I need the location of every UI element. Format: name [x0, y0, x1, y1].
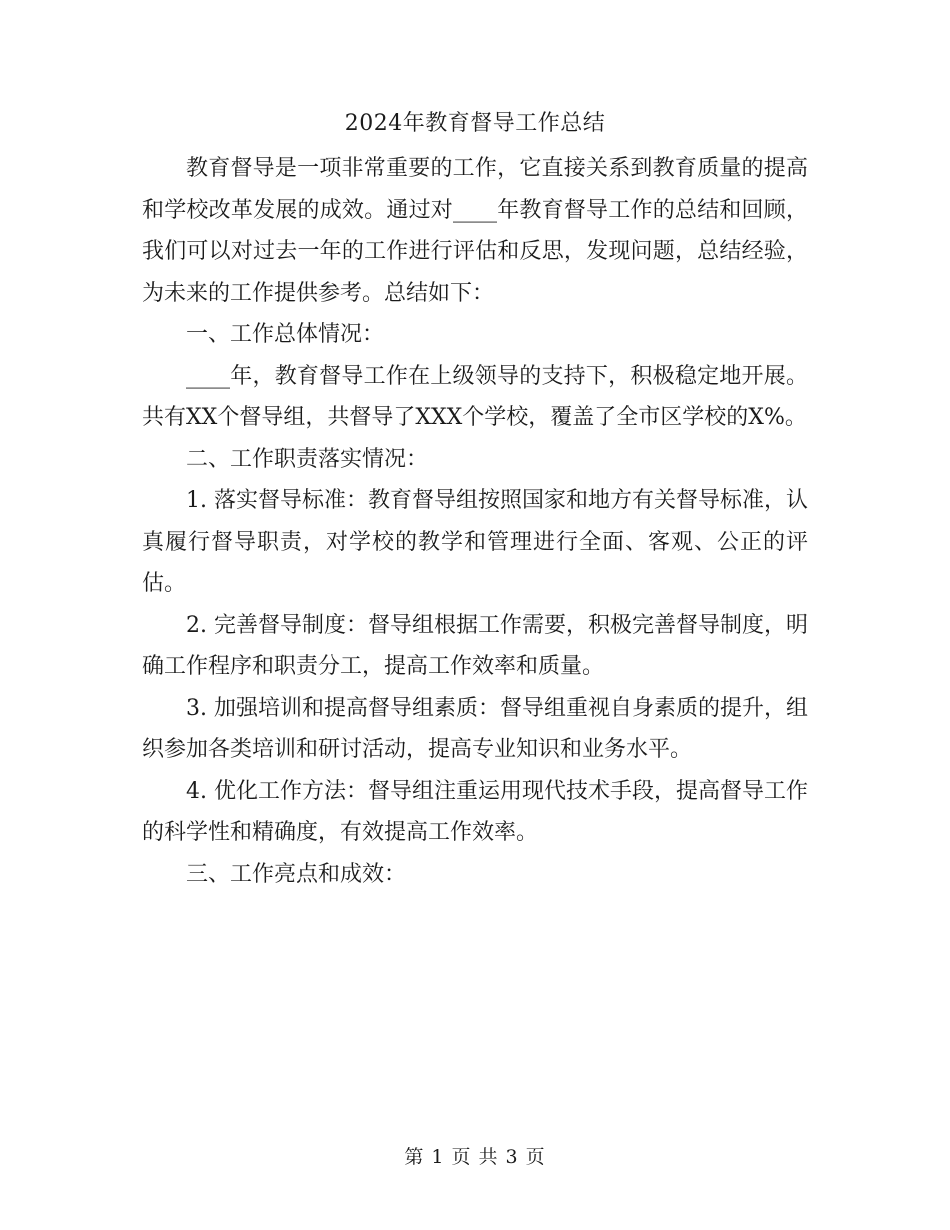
document-title: 2024年教育督导工作总结 — [344, 111, 606, 136]
paragraph-intro: 教育督导是一项非常重要的工作，它直接关系到教育质量的提高和学校改革发展的成效。通过对____年教育督导工作的总结和回顾，我们可以对过去一年的工作进行评估和反思，发现问题，总结经验，为未来的工作提供参考。总结如下： — [142, 156, 808, 306]
document-body — [142, 148, 808, 895]
paragraph-overview: ____年，教育督导工作在上级领导的支持下，积极稳定地开展。共有XX个督导组，共督导了XXX个学校，覆盖了全市区学校的X%。 — [142, 363, 808, 430]
page-footer: 第 1 页 共 3 页 — [404, 1146, 546, 1168]
list-item-2: 2. 完善督导制度：督导组根据工作需要，积极完善督导制度，明确工作程序和职责分工，提高工作效率和质量。 — [142, 612, 808, 679]
list-item-3: 3. 加强培训和提高督导组素质：督导组重视自身素质的提升，组织参加各类培训和研讨活动，提高专业知识和业务水平。 — [142, 695, 808, 762]
heading-section-1: 一、工作总体情况： — [186, 322, 385, 347]
heading-section-2: 二、工作职责落实情况： — [186, 446, 429, 472]
heading-section-3: 三、工作亮点和成效： — [186, 861, 407, 887]
list-item-1: 1. 落实督导标准：教育督导组按照国家和地方有关督导标准，认真履行督导职责，对学校的教学和管理进行全面、客观、公正的评估。 — [142, 488, 808, 596]
list-item-4: 4. 优化工作方法：督导组注重运用现代技术手段，提高督导工作的科学性和精确度，有效提高工作效率。 — [142, 778, 808, 845]
